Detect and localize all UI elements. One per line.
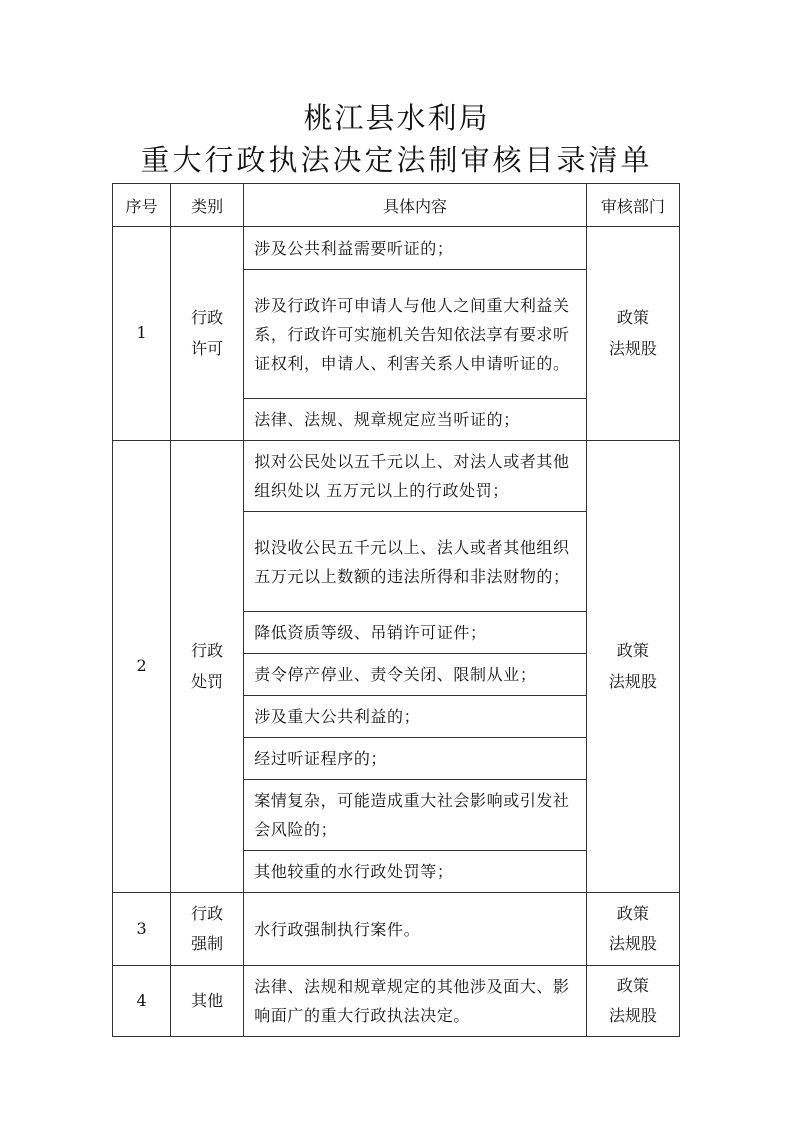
department-line-1: 政策 xyxy=(616,308,649,328)
table-row xyxy=(113,227,680,270)
group-4-no: 4 xyxy=(113,966,171,1037)
table-header-row xyxy=(113,184,680,227)
group-1-category xyxy=(171,227,244,441)
content-cell: 水行政强制执行案件。 xyxy=(244,893,587,966)
category-line-2: 处罚 xyxy=(191,671,224,691)
department-line-1: 政策 xyxy=(616,903,649,923)
content-cell: 降低资质等级、吊销许可证件； xyxy=(244,612,587,654)
department-line-2: 法规股 xyxy=(608,1006,657,1025)
content-cell: 涉及公共利益需要听证的； xyxy=(244,227,587,270)
group-2-no: 2 xyxy=(113,441,171,893)
table-row xyxy=(113,441,680,512)
review-catalog-table xyxy=(112,183,680,1037)
category-line-1: 行政 xyxy=(191,308,224,328)
header-no: 序号 xyxy=(113,184,171,227)
header-category: 类别 xyxy=(171,184,244,227)
header-content: 具体内容 xyxy=(244,184,587,227)
table-row xyxy=(113,966,680,1037)
department-line-2: 法规股 xyxy=(608,934,657,953)
document-subtitle: 重大行政执法决定法制审核目录清单 xyxy=(140,143,653,177)
group-3-category xyxy=(171,893,244,966)
category-line-2: 强制 xyxy=(191,934,224,953)
category-line-2: 许可 xyxy=(191,338,224,358)
group-2-category xyxy=(171,441,244,893)
content-cell: 经过听证程序的； xyxy=(244,738,587,780)
group-4-department xyxy=(586,966,679,1037)
content-cell: 责令停产停业、责令关闭、限制从业； xyxy=(244,654,587,696)
group-2-department xyxy=(586,441,679,893)
content-cell: 法律、法规和规章规定的其他涉及面大、影响面广的重大行政执法决定。 xyxy=(244,966,587,1037)
content-cell: 涉及行政许可申请人与他人之间重大利益关系，行政许可实施机关告知依法享有要求听证权利，申请人、利害关系人申请听证的。 xyxy=(244,270,587,399)
department-line-1: 政策 xyxy=(616,975,649,995)
group-3-department xyxy=(586,893,679,966)
table-row xyxy=(113,893,680,966)
group-1-no: 1 xyxy=(113,227,171,441)
group-1-department xyxy=(586,227,679,441)
content-cell: 其他较重的水行政处罚等； xyxy=(244,851,587,893)
content-cell: 拟对公民处以五千元以上、对法人或者其他组织处以 五万元以上的行政处罚； xyxy=(244,441,587,512)
document-title: 桃江县水利局 xyxy=(303,101,490,135)
group-4-category: 其他 xyxy=(171,966,244,1037)
content-cell: 拟没收公民五千元以上、法人或者其他组织五万元以上数额的违法所得和非法财物的； xyxy=(244,512,587,612)
department-line-1: 政策 xyxy=(616,641,649,661)
content-cell: 法律、法规、规章规定应当听证的； xyxy=(244,399,587,441)
category-line-1: 行政 xyxy=(191,641,224,661)
content-cell: 案情复杂，可能造成重大社会影响或引发社会风险的； xyxy=(244,780,587,851)
header-department: 审核部门 xyxy=(586,184,679,227)
group-3-no: 3 xyxy=(113,893,171,966)
category-line-1: 行政 xyxy=(191,903,224,923)
department-line-2: 法规股 xyxy=(608,671,657,691)
content-cell: 涉及重大公共利益的； xyxy=(244,696,587,738)
department-line-2: 法规股 xyxy=(608,338,657,358)
